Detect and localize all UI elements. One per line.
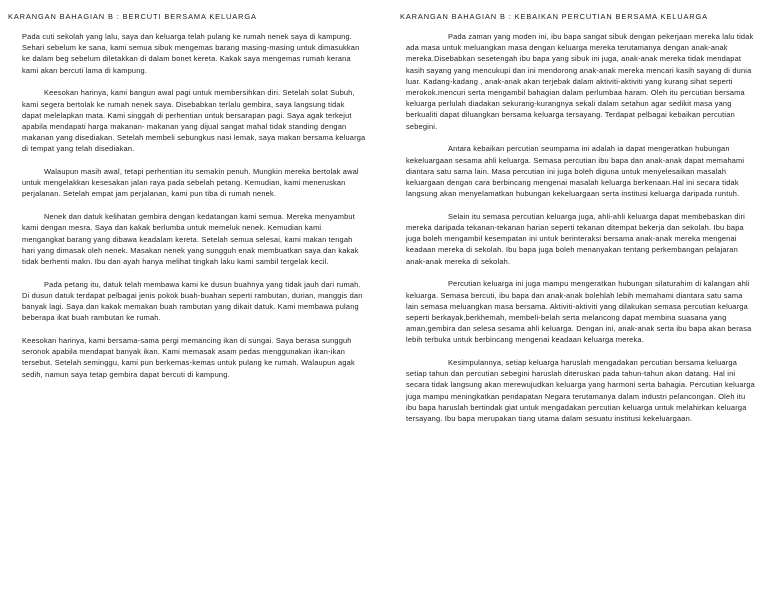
right-heading: KARANGAN BAHAGIAN B : KEBAIKAN PERCUTIAN BERSAMA KELUARGA xyxy=(400,12,708,21)
right-paragraph-3: Selain itu semasa percutian keluarga juga, ahli-ahli keluarga dapat membebaskan diri mereka daripada tekanan-tekanan harian seperti tekanan ditempat bekerja dan sekolah. Ibu bapa juga boleh mengambil kesempatan ini untuk berinteraksi bersama anak-anak mereka mengenai keadaan mereka di sekolah. Ibu bapa juga boleh menanyakan tentang perkembangan pelajaran anak-anak mereka di sekolah. xyxy=(406,211,745,266)
left-paragraph-1: Pada cuti sekolah yang lalu, saya dan keluarga telah pulang ke rumah nenek saya di kampung. Sehari sebelum ke sana, kami semua sibuk mengemas barang masing-masing untuk dimasukkan ke dalam beg sebelum diletakkan di dalam bonet kereta. Kakak saya mengemas rumah kerana kami akan bercuti lama di kampung. xyxy=(22,32,360,75)
right-page xyxy=(384,0,768,594)
left-heading: KARANGAN BAHAGIAN B : BERCUTI BERSAMA KELUARGA xyxy=(8,12,257,21)
left-paragraph-2: Keesokan harinya, kami bangun awal pagi untuk membersihkan diri. Setelah solat Subuh, kami segera bertolak ke rumah nenek saya. Disebabkan terlalu gembira, saya langsung tidak dapat melelapkan mata. Kami singgah di perhentian untuk bersarapan pagi. Saya agak terkejut apabila mendapati harga makanan- makanan yang dijual sangat mahal tidak standing dengan makanan yang disediakan. Setelah membeli sebungkus nasi lemak, saya makan bersama keluarga di tempat yang telah disediakan. xyxy=(22,88,366,154)
left-paragraph-3: Walaupun masih awal, tetapi perhentian itu semakin penuh. Mungkin mereka bertolak awal untuk mengelakkan kesesakan jalan raya pada sebelah petang. Kemudian, kami meneruskan perjalanan. Setelah empat jam perjalanan, kami pun tiba di rumah nenek. xyxy=(22,167,359,199)
right-paragraph-4: Percutian keluarga ini juga mampu mengeratkan hubungan silaturahim di kalangan ahli keluarga. Semasa bercuti, ibu bapa dan anak-anak bolehlah lebih memahami diantara satu sama lain semasa meluangkan masa bersama. Aktiviti-aktiviti yang dilakukan semasa percutian keluarga seperti berkayak,berkhemah, membeli-belah serta melancong dapat membina suasana yang aman,gembira dan selesa sesama ahli keluarga. Dengan ini, anak-anak serta ibu bapa akan berasa lebih terbuka untuk berbincang mengenai keadaan keluarga mereka. xyxy=(406,279,752,345)
right-paragraph-5: Kesimpulannya, setiap keluarga haruslah mengadakan percutian bersama keluarga setiap tahun dan percutian sebegini haruslah diteruskan pada tahun-tahun akan datang. Hal ini secara tidak langsung akan merewujudkan keluarga yang harmoni serta bahagia. Percutian keluarga juga mampu meningkatkan pendapatan Negara terutamanya dalam industri pelancongan. Oleh itu ibu bapa haruslah bertindak giat untuk mengadakan percutian keluarga untuk melahirkan keluarga tersayang. Ibu bapa merupakan tiang utama dalam sesuatu institusi kekeluargaan. xyxy=(406,358,755,424)
right-paragraph-1: Pada zaman yang moden ini, ibu bapa sangat sibuk dengan pekerjaan mereka lalu tidak ada masa untuk meluangkan masa dengan keluarga mereka terutamanya dengan anak-anak mereka.Disebabkan sesetengah ibu bapa yang sibuk ini juga, anak-anak mereka tidak mendapat kasih sayang yang mencukupi dan ini mendorong anak-anak mereka mencari kasih sayang di dunia luar. Kadang-kadang , anak-anak akan terjebak dalam aktiviti-aktiviti yang kurang sihat seperti merokok.mencuri serta mengambil bahagian dalam perlumbaa haram. Oleh itu percutian bersama keluarga perlulah diadakan sekurang-kurangnya sekali dalam setahun agar sedikit masa yang berkualiti dapat diluangkan bersama keluarga tersayang. Terdapat pelbagai kebaikan percutian sebegini. xyxy=(406,32,754,131)
left-paragraph-4: Nenek dan datuk kelihatan gembira dengan kedatangan kami semua. Mereka menyambut kami dengan mesra. Saya dan kakak berlumba untuk memeluk nenek. Kemudian kami mengangkat barang yang dibawa keadalam kereta. Setelah semua selesai, kami makan tengah hari yang dimasak oleh nenek. Masakan nenek yang sungguh enak membuatkan saya dan kakak tidak berhenti makn. Ibu dan ayah hanya melihat tingkah laku kami sambil tergelak kecil. xyxy=(22,212,359,266)
left-paragraph-5: Pada petang itu, datuk telah membawa kami ke dusun buahnya yang tidak jauh dari rumah. Di dusun datuk terdapat pelbagai jenis pokok buah-buahan seperti rambutan, durian, manggis dan banyak lagi. Saya dan kakak memakan buah rambutan yang dikait datuk. Kami membawa pulang beberapa ikat buah rambutan ke rumah. xyxy=(22,279,363,323)
right-paragraph-2: Antara kebaikan percutian seumpama ini adalah ia dapat mengeratkan hubungan kekeluargaan sesama ahli keluarga. Semasa percutian ibu bapa dan anak-anak dapat memahami diantara satu sama lain. Masa percutian ini juga boleh diguna untuk menyelesaikan masalah keluargaan dengan cara berbincang mengenai masalah keluarga berkenaan.Hal ini secara tidak langsung akan menyelamatkan hubungan kekeluargaan serta institusi keluarga daripada runtuh. xyxy=(406,144,745,199)
left-paragraph-6: Keesokan harinya, kami bersama-sama pergi memancing ikan di sungai. Saya berasa sungguh seronok apabila mendapat banyak ikan. Kami memasak asam pedas menggunakan ikan-ikan tersebut. Setelah seminggu, kami pun berkemas-kemas untuk pulang ke rumah. Walaupun agak sedih, namun saya tetap gembira dapat bercuti di kampung. xyxy=(22,335,355,379)
